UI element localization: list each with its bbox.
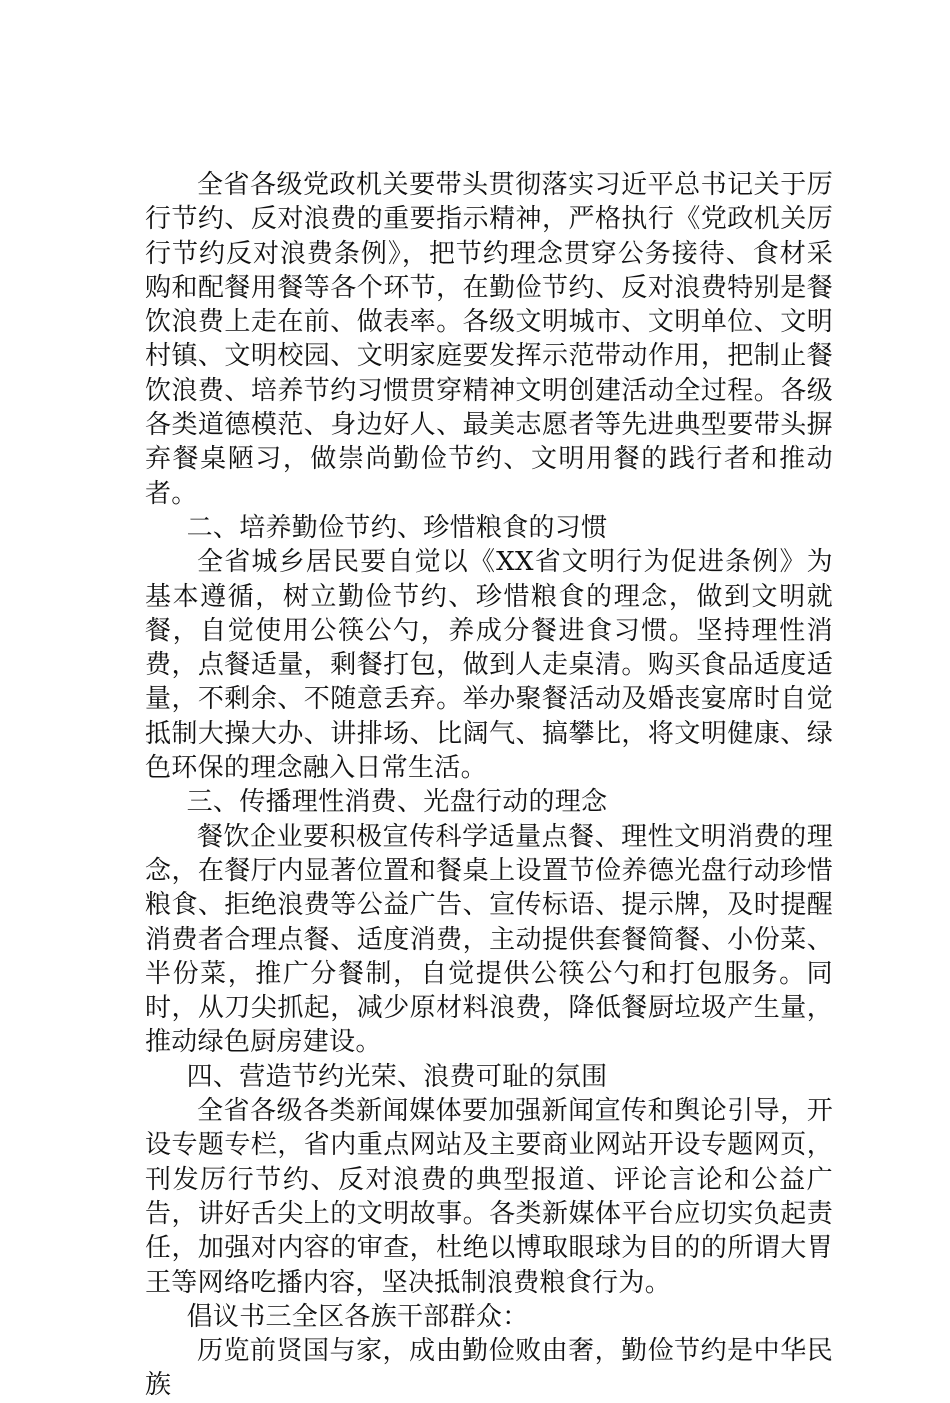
paragraph-media: 全省各级各类新闻媒体要加强新闻宣传和舆论引导，开设专题专栏，省内重点网站及主要商业网站开设专题网页，刊发厉行节约、反对浪费的典型报道、评论言论和公益广告，讲好舌尖上的文明故事。各类新媒体平台应切实负起责任，加强对内容的审查，杜绝以博取眼球为目的的所谓大胃王等网络吃播内容，坚决抵制浪费粮食行为。 — [145, 1096, 833, 1298]
document-body — [145, 168, 833, 1403]
heading-section-3: 三、传播理性消费、光盘行动的理念 — [186, 787, 608, 818]
heading-proposal-3: 倡议书三全区各族干部群众： — [186, 1301, 529, 1332]
paragraph-catering: 餐饮企业要积极宣传科学适量点餐、理性文明消费的理念，在餐厅内显著位置和餐桌上设置节俭养德光盘行动珍惜粮食、拒绝浪费等公益广告、宣传标语、提示牌，及时提醒消费者合理点餐、适度消费，主动提供套餐简餐、小份菜、半份菜，推广分餐制，自觉提供公筷公勺和打包服务。同时，从刀尖抓起，减少原材料浪费，降低餐厨垃圾产生量，推动绿色厨房建设。 — [145, 821, 833, 1058]
paragraph-residents: 全省城乡居民要自觉以《XX省文明行为促进条例》为基本遵循，树立勤俭节约、珍惜粮食的理念，做到文明就餐，自觉使用公筷公勺，养成分餐进食习惯。坚持理性消费，点餐适量，剩餐打包，做到人走桌清。购买食品适度适量，不剩余、不随意丢弃。举办聚餐活动及婚丧宴席时自觉抵制大操大办、讲排场、比阔气、搞攀比，将文明健康、绿色环保的理念融入日常生活。 — [145, 547, 833, 784]
heading-section-2: 二、培养勤俭节约、珍惜粮食的习惯 — [186, 512, 608, 543]
heading-section-4: 四、营造节约光荣、浪费可耻的氛围 — [186, 1061, 608, 1092]
paragraph-party-organs: 全省各级党政机关要带头贯彻落实习近平总书记关于厉行节约、反对浪费的重要指示精神，严格执行《党政机关厉行节约反对浪费条例》，把节约理念贯穿公务接待、食材采购和配餐用餐等各个环节，在勤俭节约、反对浪费特别是餐饮浪费上走在前、做表率。各级文明城市、文明单位、文明村镇、文明校园、文明家庭要发挥示范带动作用，把制止餐饮浪费、培养节约习惯贯穿精神文明创建活动全过程。各级各类道德模范、身边好人、最美志愿者等先进典型要带头摒弃餐桌陋习，做崇尚勤俭节约、文明用餐的践行者和推动者。 — [145, 170, 833, 509]
paragraph-history: 历览前贤国与家，成由勤俭败由奢，勤俭节约是中华民族 — [145, 1336, 833, 1401]
